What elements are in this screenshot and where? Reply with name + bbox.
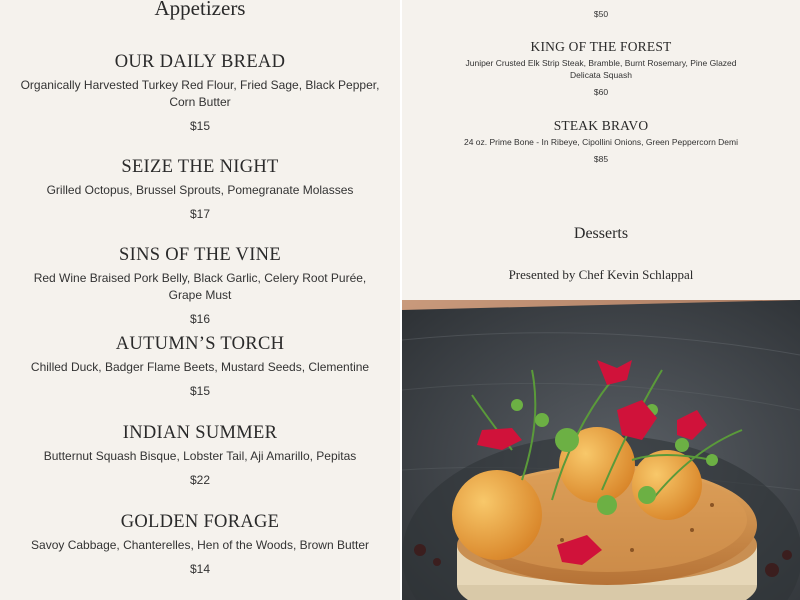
dish-description: Grilled Octopus, Brussel Sprouts, Pomegranate Molasses — [46, 183, 354, 197]
dish-description: Juniper Crusted Elk Strip Steak, Bramble, Burnt Rosemary, Pine Glazed Delicata Squash — [465, 58, 737, 80]
dish-name: STEAK BRAVO — [553, 118, 649, 133]
menu-item — [20, 156, 380, 221]
dish-name: INDIAN SUMMER — [122, 423, 278, 443]
dish-name: KING OF THE FOREST — [530, 39, 672, 54]
dish-price: $85 — [593, 154, 609, 164]
menu-item — [20, 422, 380, 487]
menu-item — [20, 333, 380, 398]
appetizers-heading: Appetizers — [154, 0, 246, 20]
dish-price: $16 — [189, 312, 211, 326]
dish-price: $15 — [189, 384, 211, 398]
menu-item — [20, 511, 380, 576]
dessert-photo — [402, 300, 800, 600]
menu-item — [462, 39, 740, 97]
dish-price: $22 — [189, 473, 211, 487]
dish-name: AUTUMN’S TORCH — [115, 334, 285, 354]
dish-description: Organically Harvested Turkey Red Flour, Fried Sage, Black Pepper, Corn Butter — [20, 78, 380, 109]
dish-name: SINS OF THE VINE — [119, 245, 281, 265]
chef-credit: Presented by Chef Kevin Schlappal — [508, 267, 694, 282]
dish-description: Butternut Squash Bisque, Lobster Tail, Aji Amarillo, Pepitas — [43, 449, 357, 463]
entrees-desserts-column — [402, 0, 800, 600]
dish-price: $17 — [189, 207, 211, 221]
dish-price: $15 — [189, 119, 211, 133]
dish-name: OUR DAILY BREAD — [114, 52, 286, 72]
dish-price: $60 — [593, 87, 609, 97]
dish-description: 24 oz. Prime Bone - In Ribeye, Cipollini Onions, Green Peppercorn Demi — [463, 137, 739, 147]
dish-price: $14 — [189, 562, 211, 576]
menu-item — [20, 51, 380, 133]
dish-price: $50 — [593, 9, 609, 19]
desserts-heading: Desserts — [573, 225, 629, 242]
dessert-plate-image — [402, 300, 800, 600]
dish-description: Red Wine Braised Pork Belly, Black Garlic, Celery Root Purée, Grape Must — [33, 271, 367, 302]
menu-item — [20, 244, 380, 326]
dish-name: GOLDEN FORAGE — [120, 512, 280, 532]
menu-item — [462, 118, 740, 164]
dish-name: SEIZE THE NIGHT — [121, 157, 279, 177]
dish-description: Chilled Duck, Badger Flame Beets, Mustard Seeds, Clementine — [30, 360, 370, 374]
dish-description: Savoy Cabbage, Chanterelles, Hen of the Woods, Brown Butter — [31, 538, 369, 552]
